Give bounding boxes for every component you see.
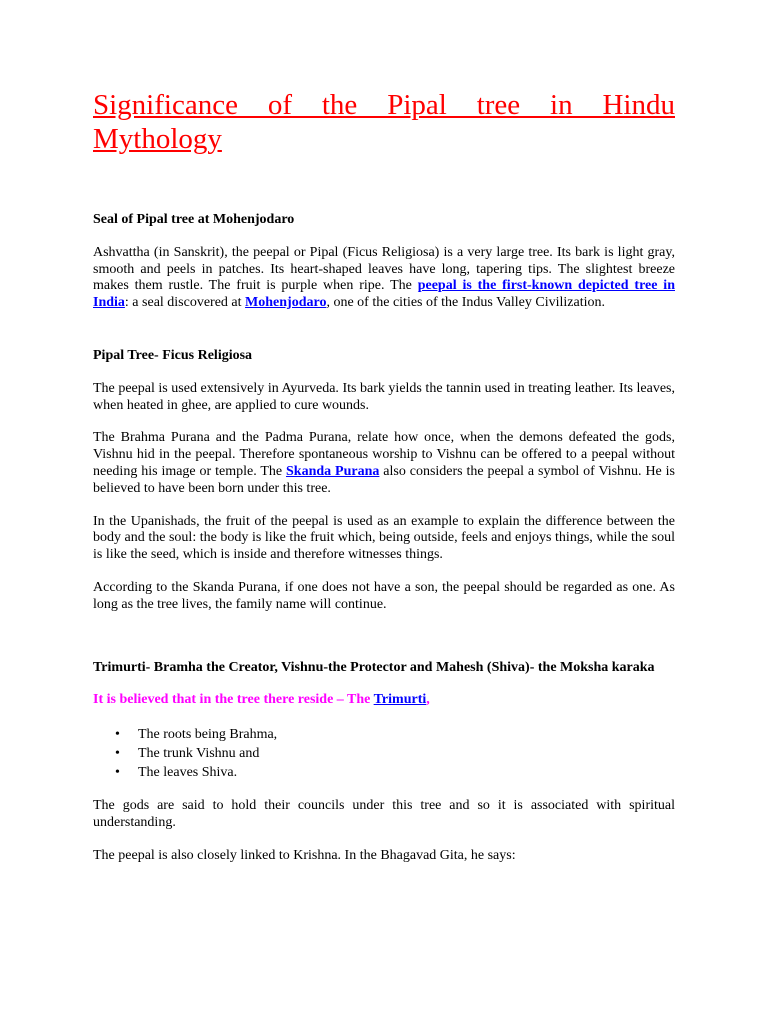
- paragraph-text: The Brahma Purana and the Padma Purana, relate how once, when the demons defeated the gods, Vishnu hid in the peepal. Therefore spontaneous worship to Vishnu can be offered to a peepal without needing his image or temple. The: [93, 430, 675, 479]
- section-heading-ficus: Pipal Tree- Ficus Religiosa: [93, 347, 253, 363]
- document-body: [93, 88, 675, 881]
- paragraph-ashvattha: [93, 245, 675, 312]
- paragraph-son: According to the Skanda Purana, if one does not have a son, the peepal should be regarded as one. As long as the tree lives, the family name will continue.: [93, 579, 675, 612]
- paragraph-krishna: The peepal is also closely linked to Krishna. In the Bhagavad Gita, he says:: [93, 847, 516, 863]
- highlight-text: It is believed that in the tree there reside – The: [93, 692, 374, 708]
- link-trimurti[interactable]: Trimurti: [373, 692, 427, 708]
- list-item: • The roots being Brahma,: [138, 725, 675, 744]
- paragraph-trimurti-reside: [93, 692, 675, 709]
- list-item: • The leaves Shiva.: [138, 763, 675, 782]
- link-skanda-purana[interactable]: Skanda Purana: [286, 463, 380, 479]
- highlight-text: ,: [426, 692, 430, 708]
- paragraph-ayurveda: The peepal is used extensively in Ayurveda. Its bark yields the tannin used in treating leather. Its leaves, when heated in ghee, are applied to cure wounds.: [93, 380, 675, 413]
- paragraph-upanishads: In the Upanishads, the fruit of the peepal is used as an example to explain the difference between the body and the soul: the body is like the fruit which, being outside, feels and enjoys things, while the soul is like the seed, which is inside and therefore witnesses things.: [93, 513, 675, 563]
- paragraph-puranas: [93, 430, 675, 497]
- paragraph-text: also considers the peepal a symbol of Vishnu. He is believed to have been born under this tree.: [93, 463, 676, 496]
- page-title: Significance of the Pipal tree in Hindu Mythology: [93, 89, 675, 155]
- paragraph-text: , one of the cities of the Indus Valley Civilization.: [326, 295, 605, 311]
- section-heading-seal: Seal of Pipal tree at Mohenjodaro: [93, 212, 295, 227]
- list-item: • The trunk Vishnu and: [138, 744, 675, 763]
- link-mohenjodaro[interactable]: Mohenjodaro: [245, 295, 327, 311]
- link-peepal-first-depicted[interactable]: peepal is the first-known depicted tree in India: [93, 278, 675, 311]
- paragraph-text: : a seal discovered at: [124, 295, 246, 311]
- section-heading-trimurti: Trimurti- Bramha the Creator, Vishnu-the Protector and Mahesh (Shiva)- the Moksha karaka: [93, 659, 655, 675]
- paragraph-councils: The gods are said to hold their councils under this tree and so it is associated with spiritual understanding.: [93, 798, 675, 830]
- trimurti-list: [93, 725, 675, 782]
- paragraph-text: Ashvattha (in Sanskrit), the peepal or Pipal (Ficus Religiosa) is a very large tree. Its bark is light gray, smooth and peels in patches. Its heart-shaped leaves have long, tapering tips. The slightest breeze makes them rustle. The fruit is purple when ripe. The: [93, 244, 675, 294]
